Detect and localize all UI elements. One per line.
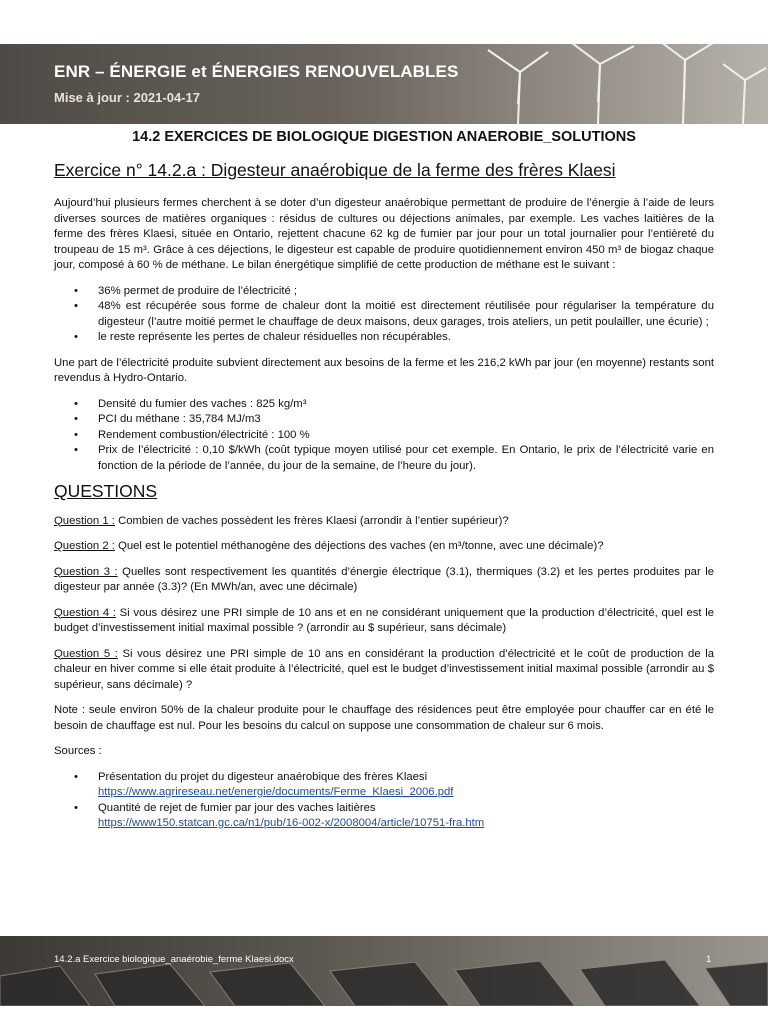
question-2: Question 2 : Quel est le potentiel méthanogène des déjections des vaches (en m³/tonne, avec une décimale)? (54, 540, 604, 552)
question-4: Question 4 : Si vous désirez une PRI simple de 10 ans et en ne considérant uniquement que la production d’électricité, quel est le budget d’investissement initial maximal possible ? (arrondir au $ supérieur, sans décimale) (54, 606, 715, 634)
bullet-icon: • (74, 770, 78, 783)
header-update-date: Mise à jour : 2021-04-17 (54, 90, 200, 105)
list-item: • PCI du méthane : 35,784 MJ/m3 (54, 412, 714, 428)
list-item: • Prix de l’électricité : 0,10 $/kWh (coût typique moyen utilisé pour cet exemple. En Ontario, le prix de l’électricité varie en fonction de la période de l’année, du jour de la semaine, de l’heure du jour). (74, 444, 714, 472)
list-item: • Rendement combustion/électricité : 100 % (54, 428, 714, 444)
footer-banner (0, 936, 768, 1006)
bullet-icon: • (74, 300, 78, 312)
header-title: ENR – ÉNERGIE et ÉNERGIES RENOUVELABLES (54, 62, 459, 81)
source-link[interactable]: https://www.agrireseau.net/energie/documents/Ferme_Klaesi_2006.pdf (98, 786, 454, 798)
bullet-icon: • (74, 801, 78, 814)
question-5: Question 5 : Si vous désirez une PRI simple de 10 ans en considérant la production d’électricité et le coût de production de la chaleur en hiver comme si elle était produite à l’électricité, quel est le budget d’investissement initial maximal possible (arrondir au $ supérieur, sans décimale) ? (54, 647, 715, 691)
wind-turbines-image (448, 44, 768, 124)
footer-page-number: 1 (706, 954, 712, 965)
source-item: • Quantité de rejet de fumier par jour des vaches laitières https://www150.statcan.gc.ca/n1/pub/16-002-x/2008004/article/10751-fra.htm (74, 801, 485, 829)
note-paragraph: Note : seule environ 50% de la chaleur produite pour le chauffage des résidences peut être employée pour chauffer car en été le besoin de chauffage est nul. Pour les besoins du calcul on suppose une consommation de chaleur sur 6 mois. (54, 704, 714, 732)
bullet-icon: • (74, 397, 78, 410)
bullet-icon: • (74, 284, 78, 297)
exercise-title: Exercice n° 14.2.a : Digesteur anaérobique de la ferme des frères Klaesi (54, 160, 616, 180)
bullet-icon: • (74, 331, 78, 343)
sources-label: Sources : (54, 745, 102, 757)
list-item: • 36% permet de produire de l’électricité ; (54, 284, 714, 300)
solar-panels-image (0, 936, 768, 1006)
list-item: • 48% est récupérée sous forme de chaleur dont la moitié est directement réutilisée pour régulariser la température du digesteur (l’autre moitié permet le chauffage de deux maisons, deux garages, trois ateliers, un petit poulailler, une écurie) ; (74, 300, 714, 328)
bullet-icon: • (74, 444, 78, 456)
question-1: Question 1 : Combien de vaches possèdent les frères Klaesi (arrondir à l’entier supérieur)? (54, 514, 509, 527)
electricity-paragraph: Une part de l’électricité produite subvient directement aux besoins de la ferme et les 216,2 kWh par jour (en moyenne) restants sont revendus à Hydro-Ontario. (54, 356, 714, 384)
questions-heading: QUESTIONS (54, 481, 158, 501)
energy-balance-list (54, 284, 714, 346)
intro-paragraph: Aujourd’hui plusieurs fermes cherchent à se doter d’un digesteur anaérobique permettant de produire de l’énergie à l’aide de leurs diverses sources de matières organiques : résidus de cultures ou déjections animales, par exemple. Les vaches laitières de la ferme des frères Klaesi, située en Ontario, rejettent chacune 62 kg de fumier par jour pour un total journalier pour l’entièreté du troupeau de 15 m³. Grâce à ces déjections, le digesteur est capable de produire quotidiennement environ 450 m³ de biogaz chaque jour, composé à 60 % de méthane. Le bilan énergétique simplifié de cette production de méthane est le suivant : (54, 197, 714, 271)
bullet-icon: • (74, 413, 78, 425)
question-3: Question 3 : Quelles sont respectivement les quantités d’énergie électrique (3.1), thermiques (3.2) et les pertes produites par le digesteur par année (3.3)? (En MWh/an, avec une décimale) (54, 565, 715, 593)
sources-list (54, 770, 714, 832)
data-list (54, 397, 714, 475)
header-banner (0, 44, 768, 124)
list-item: • Densité du fumier des vaches : 825 kg/m³ (54, 397, 714, 413)
document-title: 14.2 EXERCICES DE BIOLOGIQUE DIGESTION ANAEROBIE_SOLUTIONS (132, 129, 636, 145)
list-item: • le reste représente les pertes de chaleur résiduelles non récupérables. (54, 330, 714, 346)
document-body (54, 196, 714, 842)
footer-filename: 14.2.a Exercice biologique_anaérobie_ferme Klaesi.docx (54, 954, 294, 965)
source-link[interactable]: https://www150.statcan.gc.ca/n1/pub/16-002-x/2008004/article/10751-fra.htm (98, 817, 485, 829)
source-item: • Présentation du projet du digesteur anaérobique des frères Klaesi https://www.agrireseau.net/energie/documents/Ferme_Klaesi_2006.pdf (74, 770, 454, 798)
bullet-icon: • (74, 428, 78, 441)
